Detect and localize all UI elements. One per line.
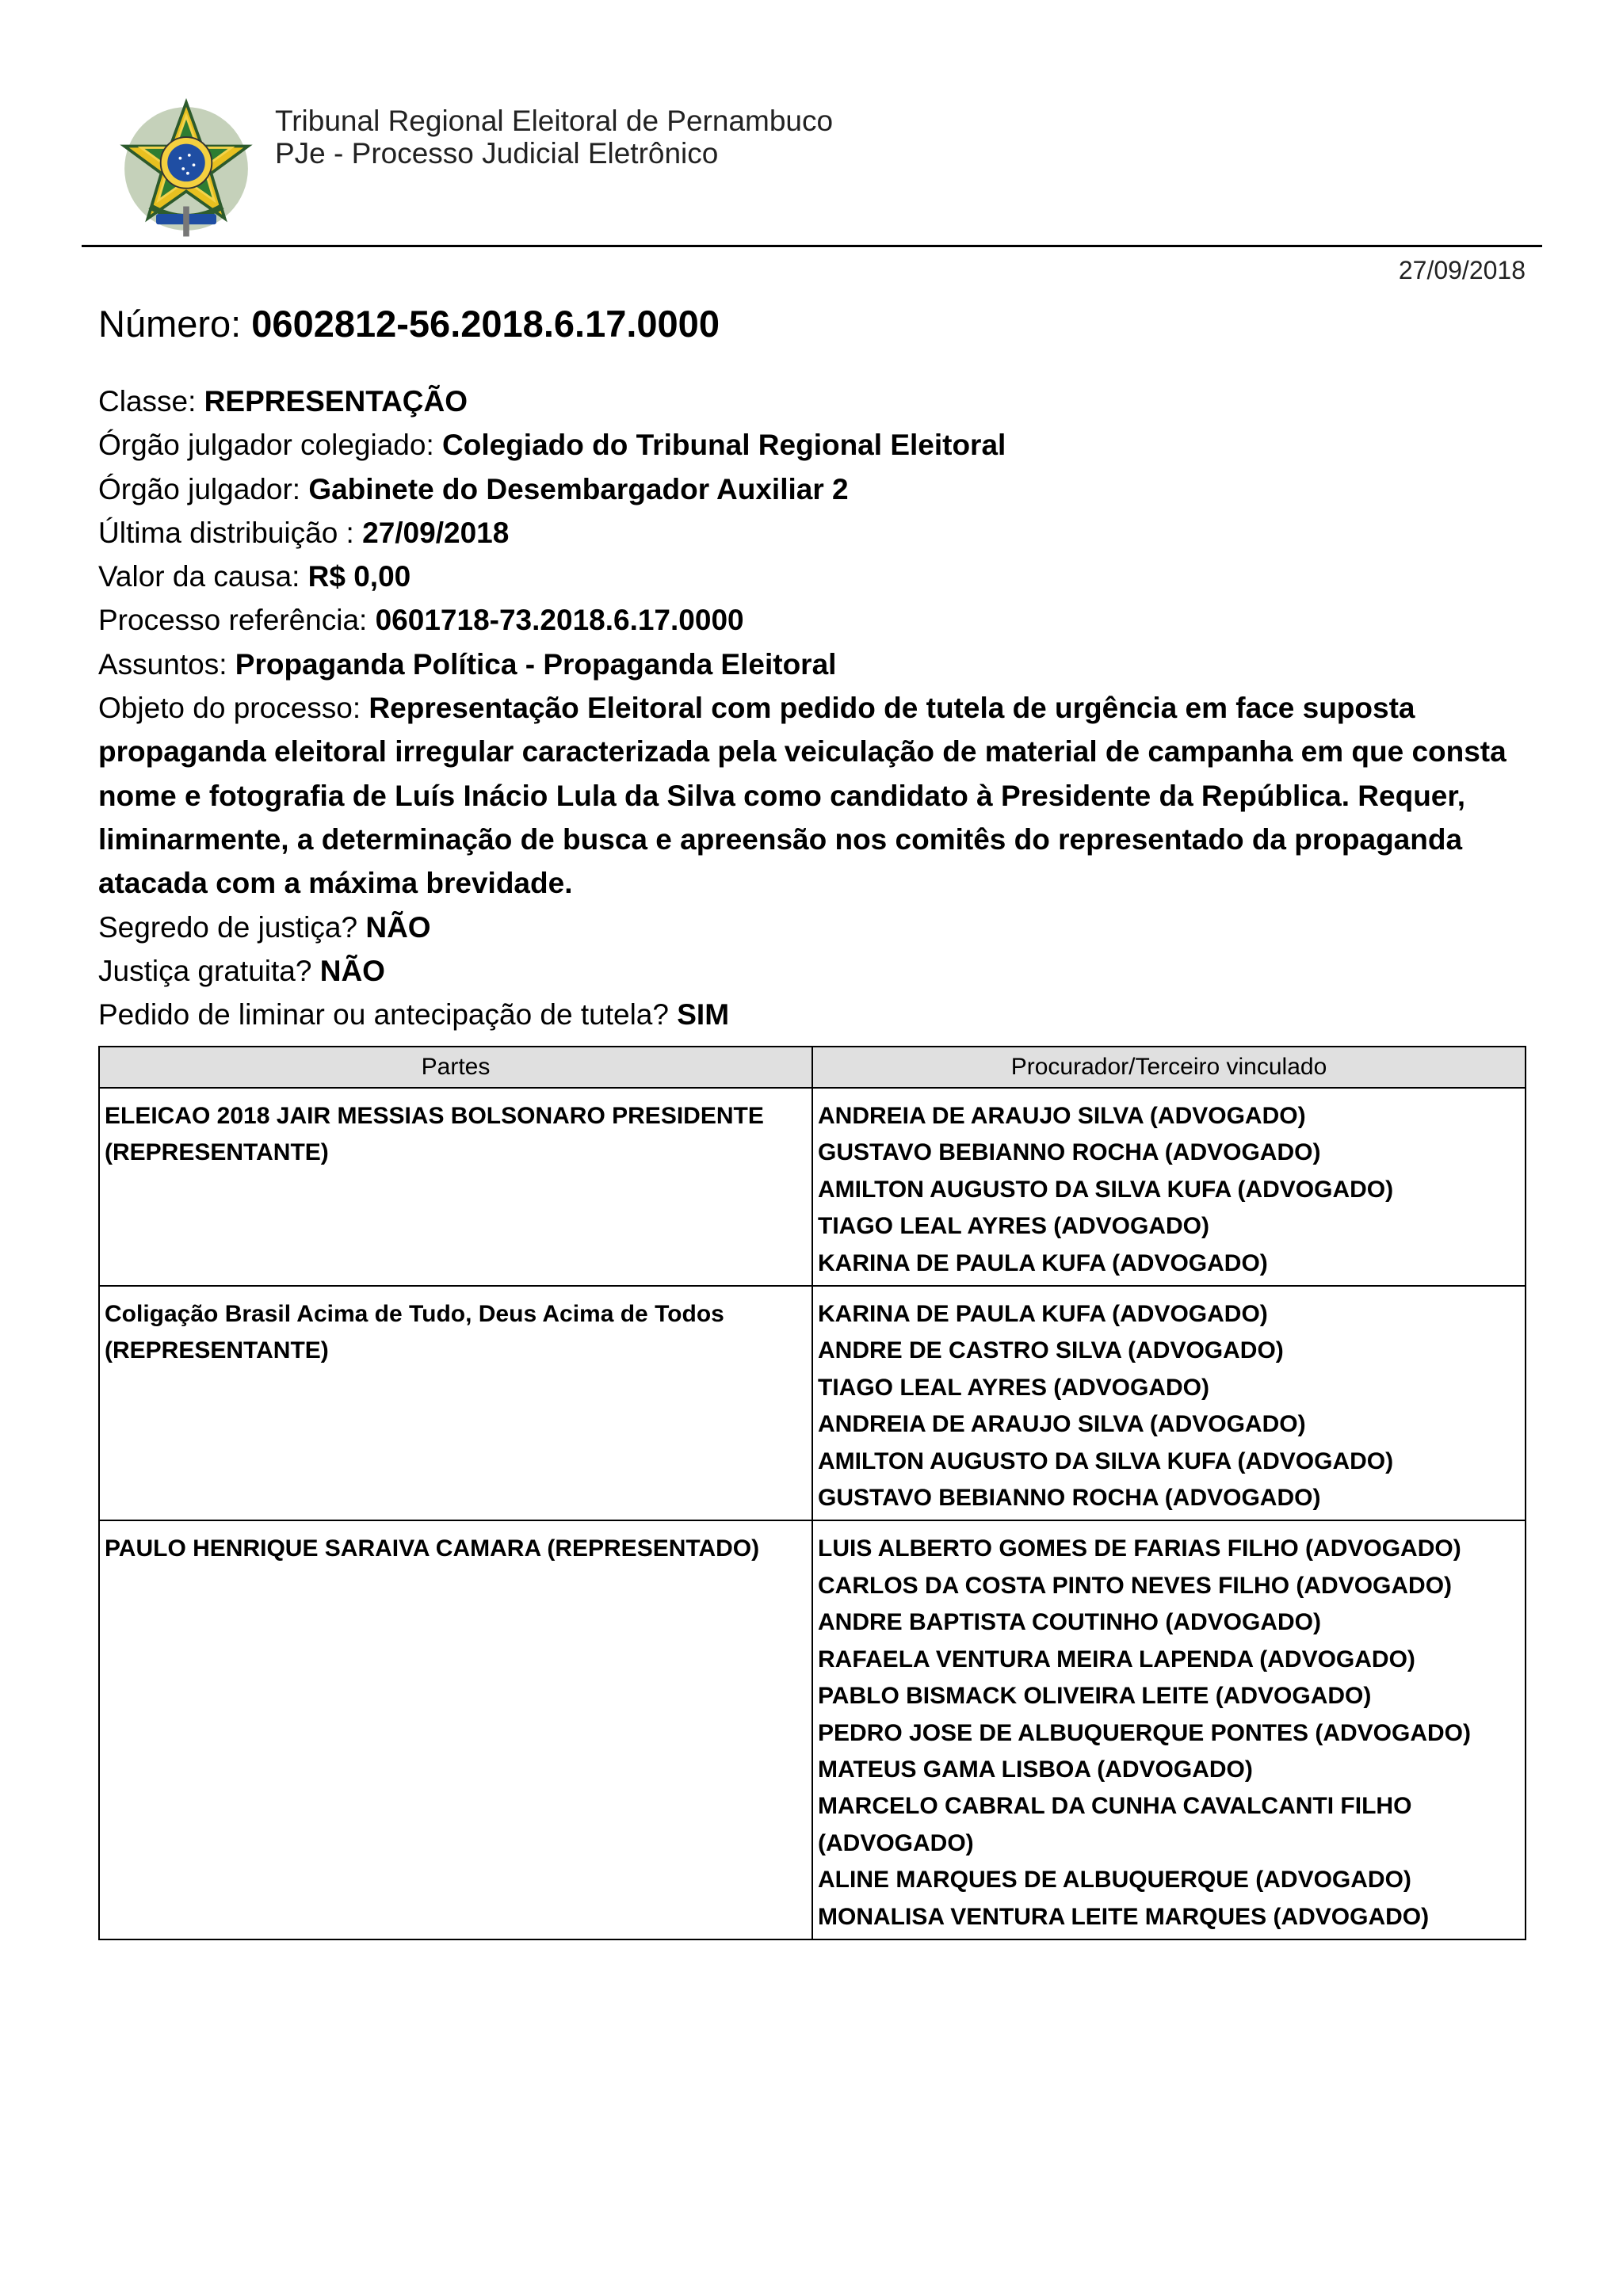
detail-value: Propaganda Política - Propaganda Eleitoral [235,647,837,681]
lawyer-item: ANDREIA DE ARAUJO SILVA (ADVOGADO) [818,1103,1306,1129]
lawyer-item: CARLOS DA COSTA PINTO NEVES FILHO (ADVOGADO) [818,1572,1453,1599]
lawyers-cell [812,1088,1526,1286]
lawyer-item: MATEUS GAMA LISBOA (ADVOGADO) [818,1756,1253,1783]
detail-value: 0601718-73.2018.6.17.0000 [375,604,744,637]
lawyer-item: AMILTON AUGUSTO DA SILVA KUFA (ADVOGADO) [818,1176,1394,1203]
process-details [98,379,1556,1036]
process-number-label: Número: [98,303,242,345]
lawyers-cell [812,1286,1526,1520]
detail-label: Órgão julgador colegiado: [98,429,434,462]
lawyer-item: ANDRE BAPTISTA COUTINHO (ADVOGADO) [818,1609,1321,1636]
system-name: PJe - Processo Judicial Eletrônico [275,137,719,170]
process-number [98,302,720,346]
lawyer-item: MONALISA VENTURA LEITE MARQUES (ADVOGADO) [818,1903,1430,1930]
lawyer-item: PEDRO JOSE DE ALBUQUERQUE PONTES (ADVOGADO) [818,1719,1471,1746]
lawyer-item: ALINE MARQUES DE ALBUQUERQUE (ADVOGADO) [818,1867,1411,1894]
column-header-procurador: Procurador/Terceiro vinculado [812,1047,1526,1088]
detail-value: R$ 0,00 [307,560,411,593]
detail-label: Processo referência: [98,604,368,637]
detail-valor [98,555,1556,598]
lawyer-item: ANDREIA DE ARAUJO SILVA (ADVOGADO) [818,1411,1306,1438]
table-row [99,1088,1526,1286]
lawyer-item: AMILTON AUGUSTO DA SILVA KUFA (ADVOGADO) [818,1447,1394,1474]
detail-classe [98,379,1556,423]
lawyer-item: KARINA DE PAULA KUFA (ADVOGADO) [818,1249,1268,1276]
table-row [99,1520,1526,1939]
detail-value: SIM [677,998,730,1032]
table-row [99,1286,1526,1520]
detail-value: NÃO [319,954,385,987]
detail-label: Assuntos: [98,647,227,681]
lawyer-item: GUSTAVO BEBIANNO ROCHA (ADVOGADO) [818,1485,1321,1512]
detail-value: 27/09/2018 [362,516,510,549]
detail-value: Colegiado do Tribunal Regional Eleitoral [442,429,1006,462]
detail-orgao [98,467,1556,511]
detail-assuntos [98,643,1556,686]
detail-liminar [98,993,1556,1036]
party-cell: PAULO HENRIQUE SARAIVA CAMARA (REPRESENTADO) [99,1520,812,1939]
lawyer-item: TIAGO LEAL AYRES (ADVOGADO) [818,1213,1209,1240]
detail-value: REPRESENTAÇÃO [204,385,468,418]
detail-label: Justiça gratuita? [98,954,312,987]
lawyer-item: RAFAELA VENTURA MEIRA LAPENDA (ADVOGADO) [818,1646,1415,1672]
detail-value: NÃO [365,910,431,944]
detail-label: Pedido de liminar ou antecipação de tutela? [98,998,669,1032]
lawyer-item: KARINA DE PAULA KUFA (ADVOGADO) [818,1301,1268,1328]
detail-label: Classe: [98,385,197,418]
lawyer-item: GUSTAVO BEBIANNO ROCHA (ADVOGADO) [818,1139,1321,1166]
lawyer-item: ANDRE DE CASTRO SILVA (ADVOGADO) [818,1337,1284,1364]
lawyer-item: MARCELO CABRAL DA CUNHA CAVALCANTI FILHO (ADVOGADO) [818,1793,1412,1856]
lawyer-item: LUIS ALBERTO GOMES DE FARIAS FILHO (ADVOGADO) [818,1535,1461,1562]
header-divider [82,245,1542,247]
detail-label: Objeto do processo: [98,692,361,725]
detail-value: Gabinete do Desembargador Auxiliar 2 [308,472,849,505]
document-date: 27/09/2018 [1398,256,1526,284]
brazil-coat-of-arms-icon [111,93,262,244]
detail-label: Órgão julgador: [98,472,301,505]
detail-distribuicao [98,511,1556,555]
party-cell: ELEICAO 2018 JAIR MESSIAS BOLSONARO PRESIDENTE (REPRESENTANTE) [99,1088,812,1286]
detail-referencia [98,598,1556,642]
party-cell: Coligação Brasil Acima de Tudo, Deus Acima de Todos (REPRESENTANTE) [99,1286,812,1520]
detail-value: Representação Eleitoral com pedido de tutela de urgência em face suposta propaganda eleitoral irregular caracterizada pela veiculação de material de campanha em que consta nome e fotografia de Luís Inácio Lula da Silva como candidato à Presidente da República. Requer, liminarmente, a determinação de busca e apreensão nos comitês do representado da propaganda atacada com a máxima brevidade. [98,692,1507,900]
lawyers-cell [812,1520,1526,1939]
detail-objeto [98,686,1556,905]
column-header-partes: Partes [99,1047,812,1088]
lawyer-item: PABLO BISMACK OLIVEIRA LEITE (ADVOGADO) [818,1683,1372,1710]
lawyer-item: TIAGO LEAL AYRES (ADVOGADO) [818,1374,1209,1401]
detail-label: Última distribuição : [98,516,354,549]
detail-label: Segredo de justiça? [98,910,358,944]
table-header-row [99,1047,1526,1088]
detail-segredo [98,906,1556,949]
detail-gratuita [98,949,1556,993]
process-number-value: 0602812-56.2018.6.17.0000 [251,303,720,345]
parties-table [98,1046,1526,1940]
court-name: Tribunal Regional Eleitoral de Pernambuco [275,105,834,137]
detail-orgao-colegiado [98,423,1556,467]
detail-label: Valor da causa: [98,560,300,593]
